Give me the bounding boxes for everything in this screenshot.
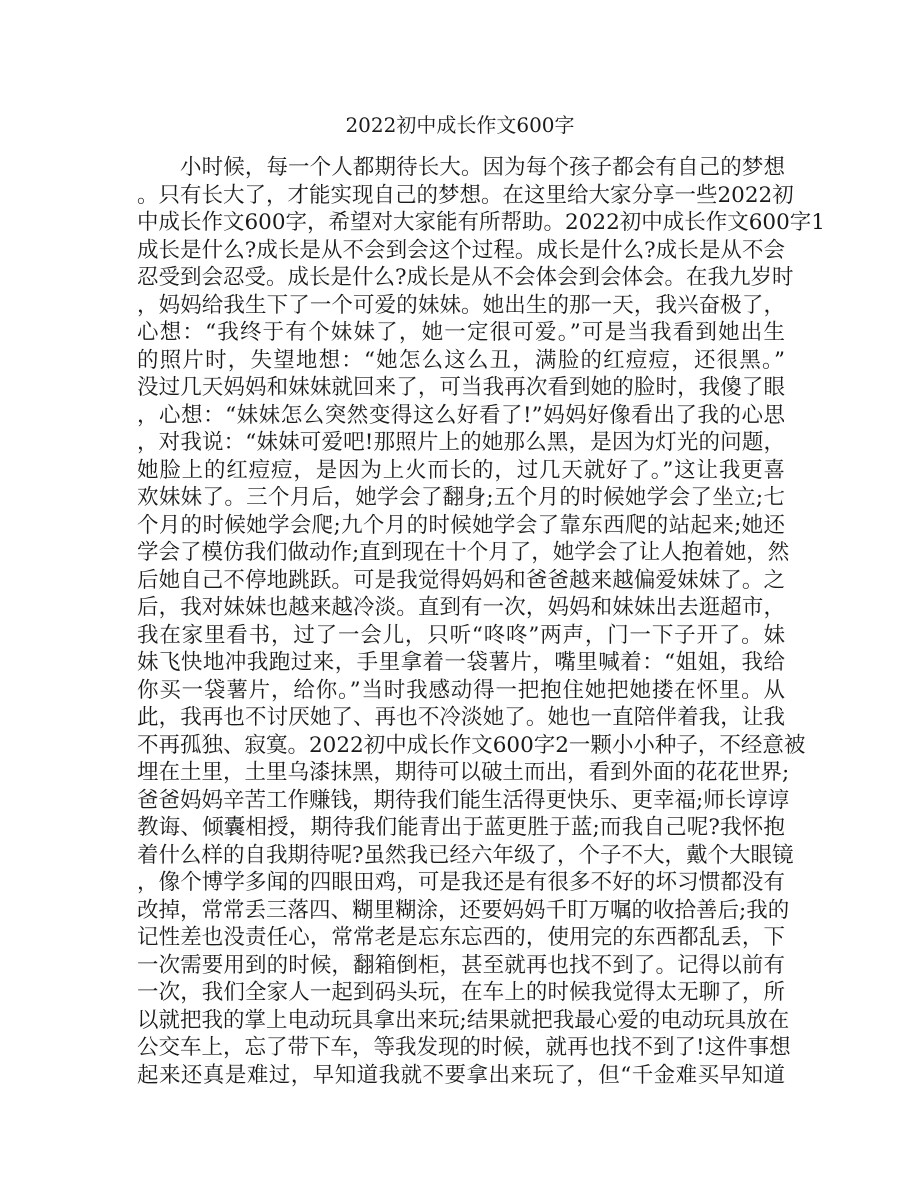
paragraph-line: 此，我再也不讨厌她了、再也不冷淡她了。她也一直陪伴着我，让我 xyxy=(137,705,785,730)
paragraph-line: ，像个博学多闻的四眼田鸡，可是我还是有很多不好的坏习惯都没有 xyxy=(137,870,785,895)
document-title: 2022初中成长作文600字 xyxy=(345,113,575,137)
paragraph-line: 没过几天妈妈和妹妹就回来了，可当我再次看到她的脸时，我傻了眼 xyxy=(137,375,785,400)
paragraph-line: 后，我对妹妹也越来越冷淡。直到有一次，妈妈和妹妹出去逛超市， xyxy=(137,595,785,620)
paragraph-line: 成长是什么?成长是从不会到会这个过程。成长是什么?成长是从不会 xyxy=(137,237,785,263)
paragraph-line: 埋在土里，土里乌漆抹黑，期待可以破土而出，看到外面的花花世界; xyxy=(137,760,790,785)
paragraph-line: 她脸上的红痘痘，是因为上火而长的，过几天就好了。”这让我更喜 xyxy=(137,457,785,483)
paragraph-line: 心想：“我终于有个妹妹了，她一定很可爱。”可是当我看到她出生 xyxy=(137,320,785,345)
paragraph-line: 后她自己不停地跳跃。可是我觉得妈妈和爸爸越来越偏爱妹妹了。之 xyxy=(137,567,785,593)
paragraph-line: ，对我说：“妹妹可爱吧!那照片上的她那么黑，是因为灯光的问题， xyxy=(137,430,785,455)
paragraph-line: 着什么样的自我期待呢?虽然我已经六年级了，个子不大，戴个大眼镜 xyxy=(137,842,794,868)
paragraph-line: 小时候，每一个人都期待长大。因为每个孩子都会有自己的梦想 xyxy=(180,155,785,180)
paragraph-line: 记性差也没责任心，常常老是忘东忘西的，使用完的东西都乱丢，下 xyxy=(137,925,785,950)
paragraph-line: 个月的时候她学会爬;九个月的时候她学会了靠东西爬的站起来;她还 xyxy=(137,512,785,538)
paragraph-line: ，妈妈给我生下了一个可爱的妹妹。她出生的那一天，我兴奋极了， xyxy=(137,292,785,318)
paragraph-line: 起来还真是难过，早知道我就不要拿出来玩了，但“千金难买早知道 xyxy=(137,1062,785,1088)
paragraph-line: 学会了模仿我们做动作;直到现在十个月了，她学会了让人抱着她，然 xyxy=(137,540,790,565)
paragraph-line: 教诲、倾囊相授，期待我们能青出于蓝更胜于蓝;而我自己呢?我怀抱 xyxy=(137,815,785,840)
paragraph-line: 。只有长大了，才能实现自己的梦想。在这里给大家分享一些2022初 xyxy=(137,182,794,208)
paragraph-line: 你买一袋薯片，给你。”当时我感动得一把抱住她把她搂在怀里。从 xyxy=(137,677,785,703)
paragraph-line: 中成长作文600字，希望对大家能有所帮助。2022初中成长作文600字1 xyxy=(137,210,825,235)
paragraph-line: ，心想：“妹妹怎么突然变得这么好看了!”妈妈好像看出了我的心思 xyxy=(137,402,785,428)
paragraph-line: 的照片时，失望地想：“她怎么这么丑，满脸的红痘痘，还很黑。” xyxy=(137,347,785,373)
paragraph-line: 我在家里看书，过了一会儿，只听“咚咚”两声，门一下子开了。妹 xyxy=(137,622,785,648)
paragraph-line: 一次需要用到的时候，翻箱倒柜，甚至就再也找不到了。记得以前有 xyxy=(137,952,785,978)
paragraph-line: 欢妹妹了。三个月后，她学会了翻身;五个月的时候她学会了坐立;七 xyxy=(137,485,785,510)
paragraph-line: 公交车上，忘了带下车，等我发现的时候，就再也找不到了!这件事想 xyxy=(137,1035,791,1060)
paragraph-line: 妹飞快地冲我跑过来，手里拿着一袋薯片，嘴里喊着：“姐姐，我给 xyxy=(137,650,785,675)
document-body xyxy=(137,154,825,1089)
paragraph-line: 爸爸妈妈辛苦工作赚钱，期待我们能生活得更快乐、更幸福;师长谆谆 xyxy=(137,787,790,813)
paragraph-line: 以就把我的掌上电动玩具拿出来玩;结果就把我最心爱的电动玩具放在 xyxy=(137,1007,790,1033)
paragraph-line: 改掉，常常丢三落四、糊里糊涂，还要妈妈千盯万嘱的收拾善后;我的 xyxy=(137,897,790,923)
paragraph-line: 忍受到会忍受。成长是什么?成长是从不会体会到会体会。在我九岁时 xyxy=(137,265,794,290)
paragraph-line: 不再孤独、寂寞。2022初中成长作文600字2一颗小小种子，不经意被 xyxy=(137,732,806,758)
paragraph-line: 一次，我们全家人一起到码头玩，在车上的时候我觉得太无聊了，所 xyxy=(137,980,785,1005)
